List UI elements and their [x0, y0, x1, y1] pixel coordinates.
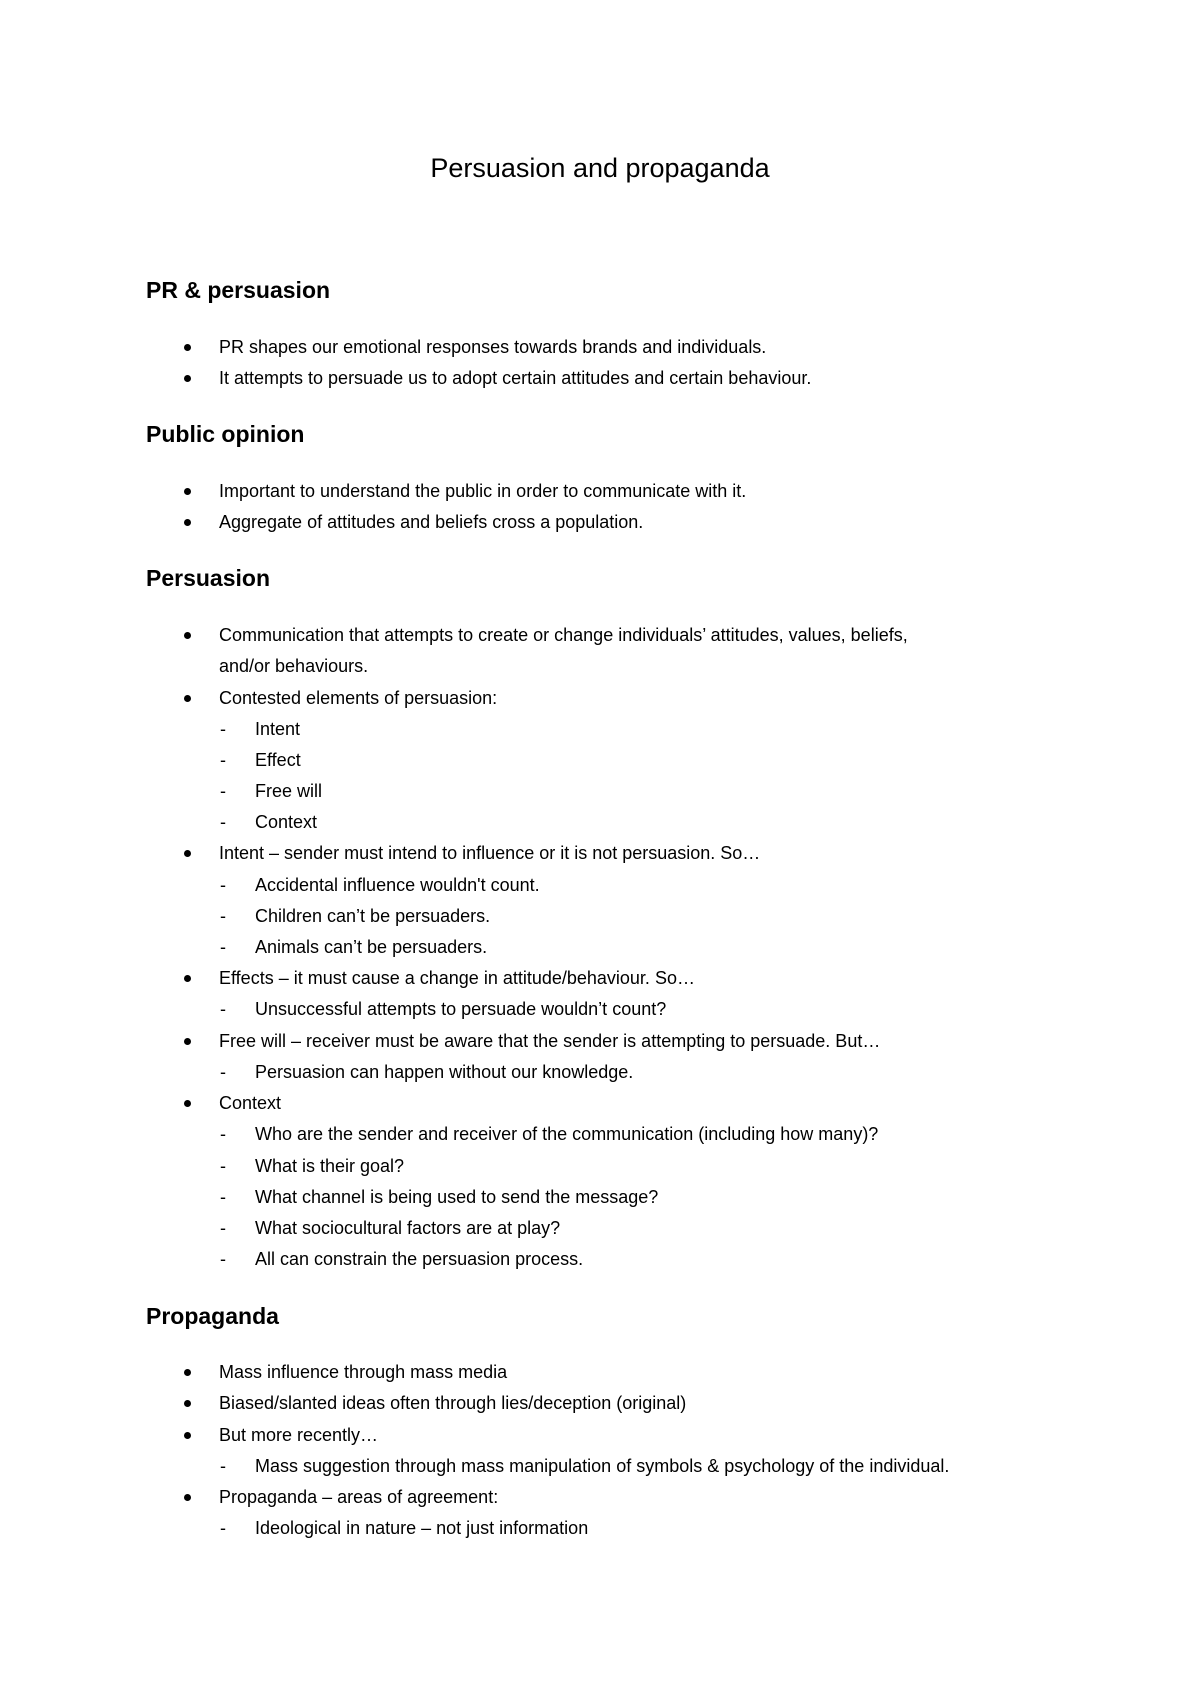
list-item-text: Contested elements of persuasion:: [219, 688, 498, 708]
bullet-icon: [184, 344, 191, 351]
sub-list-item-text: Animals can’t be persuaders.: [255, 937, 488, 957]
list-item-text: Communication that attempts to create or change individuals’ attitudes, values, beliefs,: [219, 625, 908, 645]
bullet-icon: [184, 375, 191, 382]
sub-list-item-text: Ideological in nature – not just information: [255, 1518, 589, 1538]
list-item-continuation: and/or behaviours.: [219, 656, 369, 676]
list-item-text: Important to understand the public in order to communicate with it.: [219, 481, 747, 501]
dash-icon: -: [220, 937, 226, 957]
dash-icon: -: [220, 1062, 226, 1082]
sub-list-item-text: Persuasion can happen without our knowledge.: [255, 1062, 634, 1082]
dash-icon: -: [220, 719, 226, 739]
sub-list-item-text: Mass suggestion through mass manipulation of symbols & psychology of the individual.: [255, 1456, 950, 1476]
bullet-icon: [184, 1400, 191, 1407]
sub-list-item-text: Intent: [255, 719, 301, 739]
dash-icon: -: [220, 1249, 226, 1269]
list-item-text: Aggregate of attitudes and beliefs cross a population.: [219, 512, 644, 532]
list-item-text: Effects – it must cause a change in attitude/behaviour. So…: [219, 968, 695, 988]
bullet-icon: [184, 975, 191, 982]
list-item-text: Intent – sender must intend to influence or it is not persuasion. So…: [219, 843, 761, 863]
bullet-icon: [184, 1494, 191, 1501]
dash-icon: -: [220, 1156, 226, 1176]
bullet-icon: [184, 519, 191, 526]
sub-list-item-text: All can constrain the persuasion process.: [255, 1249, 584, 1269]
list-item-text: Free will – receiver must be aware that the sender is attempting to persuade. But…: [219, 1031, 881, 1051]
bullet-icon: [184, 695, 191, 702]
sub-list-item-text: Unsuccessful attempts to persuade wouldn’t count?: [255, 999, 667, 1019]
sub-list-item-text: What is their goal?: [255, 1156, 405, 1176]
bullet-icon: [184, 488, 191, 495]
sub-list-item-text: What channel is being used to send the message?: [255, 1187, 659, 1207]
dash-icon: -: [220, 1218, 226, 1238]
dash-icon: -: [220, 999, 226, 1019]
dash-icon: -: [220, 812, 226, 832]
sub-list-item-text: Context: [255, 812, 318, 832]
sub-list-item-text: Free will: [255, 781, 323, 801]
sub-list-item-text: What sociocultural factors are at play?: [255, 1218, 561, 1238]
bullet-icon: [184, 1369, 191, 1376]
sub-list-item-text: Accidental influence wouldn't count.: [255, 875, 540, 895]
sub-list-item-text: Effect: [255, 750, 301, 770]
list-item-text: It attempts to persuade us to adopt certain attitudes and certain behaviour.: [219, 368, 812, 388]
dash-icon: -: [220, 1456, 226, 1476]
dash-icon: -: [220, 906, 226, 926]
bullet-icon: [184, 850, 191, 857]
bullet-icon: [184, 1100, 191, 1107]
section-heading-propaganda: Propaganda: [146, 1303, 279, 1329]
dash-icon: -: [220, 1187, 226, 1207]
list-item-text: But more recently…: [219, 1425, 379, 1445]
section-heading-public-opinion: Public opinion: [146, 421, 305, 447]
sub-list-item-text: Children can’t be persuaders.: [255, 906, 491, 926]
dash-icon: -: [220, 1518, 226, 1538]
list-item-text: Context: [219, 1093, 282, 1113]
section-heading-pr-persuasion: PR & persuasion: [146, 277, 331, 303]
list-item-text: PR shapes our emotional responses towards brands and individuals.: [219, 337, 767, 357]
section-heading-persuasion: Persuasion: [146, 565, 270, 591]
dash-icon: -: [220, 875, 226, 895]
dash-icon: -: [220, 781, 226, 801]
bullet-icon: [184, 1432, 191, 1439]
sub-list-item-text: Who are the sender and receiver of the communication (including how many)?: [255, 1124, 879, 1144]
dash-icon: -: [220, 750, 226, 770]
list-item-text: Mass influence through mass media: [219, 1362, 508, 1382]
document-title: Persuasion and propaganda: [430, 153, 770, 183]
list-item-text: Biased/slanted ideas often through lies/deception (original): [219, 1393, 687, 1413]
bullet-icon: [184, 632, 191, 639]
list-item-text: Propaganda – areas of agreement:: [219, 1487, 499, 1507]
dash-icon: -: [220, 1124, 226, 1144]
bullet-icon: [184, 1038, 191, 1045]
